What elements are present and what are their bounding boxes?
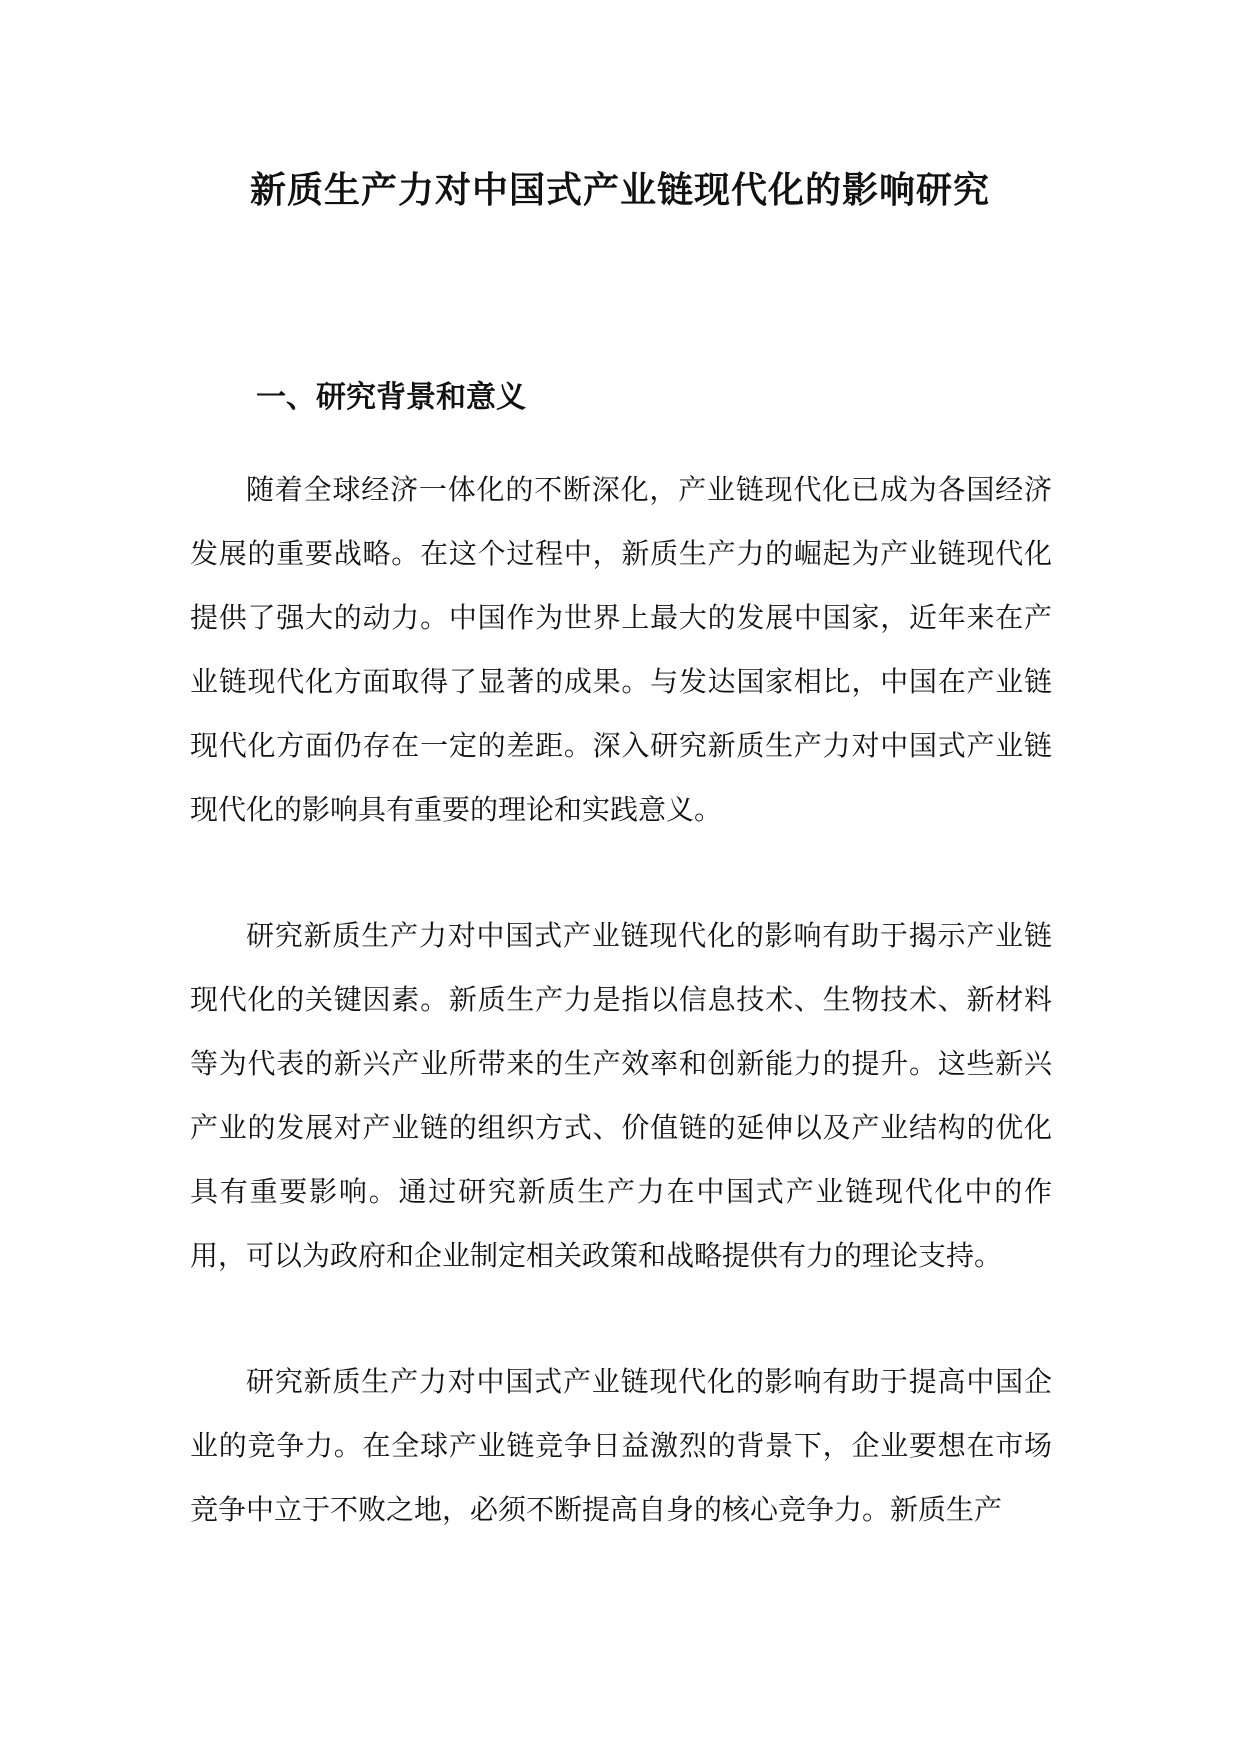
section-heading: 一、研究背景和意义 (256, 380, 526, 415)
document-title: 新质生产力对中国式产业链现代化的影响研究 (249, 169, 990, 211)
paragraph-2: 研究新质生产力对中国式产业链现代化的影响有助于揭示产业链现代化的关键因素。新质生产力是指以信息技术、生物技术、新材料等为代表的新兴产业所带来的生产效率和创新能力的提升。这些新兴产业的发展对产业链的组织方式、价值链的延伸以及产业结构的优化具有重要影响。通过研究新质生产力在中国式产业链现代化中的作用，可以为政府和企业制定相关政策和战略提供有力的理论支持。 (190, 919, 1052, 1272)
paragraph-3: 研究新质生产力对中国式产业链现代化的影响有助于提高中国企业的竞争力。在全球产业链竞争日益激烈的背景下，企业要想在市场竞争中立于不败之地，必须不断提高自身的核心竞争力。新质生产 (190, 1365, 1052, 1526)
paragraph-1: 随着全球经济一体化的不断深化，产业链现代化已成为各国经济发展的重要战略。在这个过程中，新质生产力的崛起为产业链现代化提供了强大的动力。中国作为世界上最大的发展中国家，近年来在产业链现代化方面取得了显著的成果。与发达国家相比，中国在产业链现代化方面仍存在一定的差距。深入研究新质生产力对中国式产业链现代化的影响具有重要的理论和实践意义。 (190, 473, 1052, 826)
